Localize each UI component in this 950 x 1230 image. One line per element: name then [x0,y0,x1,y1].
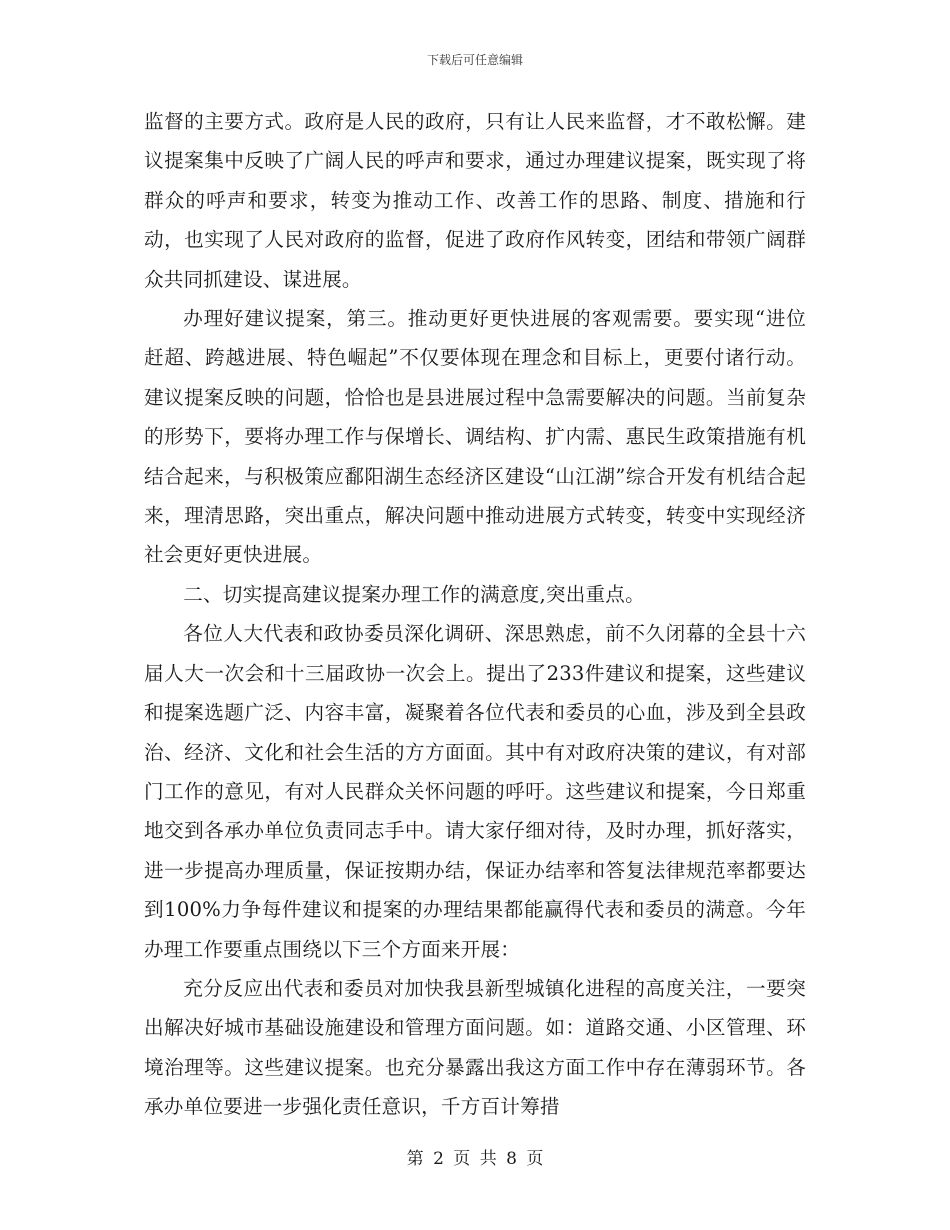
page-header: 下载后可任意编辑 [426,53,523,67]
footer-total-pages: 8 [506,1149,517,1169]
document-body [144,102,806,1127]
paragraph-1: 监督的主要方式。政府是人民的政府，只有让人民来监督，才不敢松懈。建议提案集中反映了广阔人民的呼声和要求，通过办理建议提案，既实现了将群众的呼声和要求，转变为推动工作、改善工作的思路、制度、措施和行动，也实现了人民对政府的监督，促进了政府作风转变，团结和带领广阔群众共同抓建设、谋进展。 [144,110,806,291]
footer-prefix: 第 [406,1149,424,1169]
footer-suffix: 页 [526,1149,544,1169]
footer-current-page: 2 [433,1149,444,1169]
paragraph-5: 充分反应出代表和委员对加快我县新型城镇化进程的高度关注，一要突出解决好城市基础设施建设和管理方面问题。如：道路交通、小区管理、环境治理等。这些建议提案。也充分暴露出我这方面工作中存在薄弱环节。各承办单位要进一步强化责任意识，千方百计筹措 [144,976,806,1119]
footer-middle: 页 共 [453,1149,497,1169]
paragraph-4: 各位人大代表和政协委员深化调研、深思熟虑，前不久闭幕的全县十六届人大一次会和十三届政协一次会上。提出了233件建议和提案，这些建议和提案选题广泛、内容丰富，凝聚着各位代表和委员的心血，涉及到全县政治、经济、文化和社会生活的方方面面。其中有对政府决策的建议，有对部门工作的意见，有对人民群众关怀问题的呼吁。这些建议和提案，今日郑重地交到各承办单位负责同志手中。请大家仔细对待，及时办理，抓好落实，进一步提高办理质量，保证按期办结，保证办结率和答复法律规范率都要达到100%力争每件建议和提案的办理结果都能赢得代表和委员的满意。今年办理工作要重点围绕以下三个方面来开展： [144,622,806,961]
paragraph-2: 办理好建议提案，第三。推动更好更快进展的客观需要。要实现“进位赶超、跨越进展、特色崛起”不仅要体现在理念和目标上，更要付诸行动。建议提案反映的问题，恰恰也是县进展过程中急需要解决的问题。当前复杂的形势下，要将办理工作与保增长、调结构、扩内需、惠民生政策措施有机结合起来，与积极策应鄱阳湖生态经济区建设“山江湖”综合开发有机结合起来，理清思路，突出重点，解决问题中推动进展方式转变，转变中实现经济社会更好更快进展。 [144,307,806,567]
page-footer [0,1148,950,1170]
paragraph-3-section-heading: 二、切实提高建议提案办理工作的满意度,突出重点。 [183,582,645,606]
